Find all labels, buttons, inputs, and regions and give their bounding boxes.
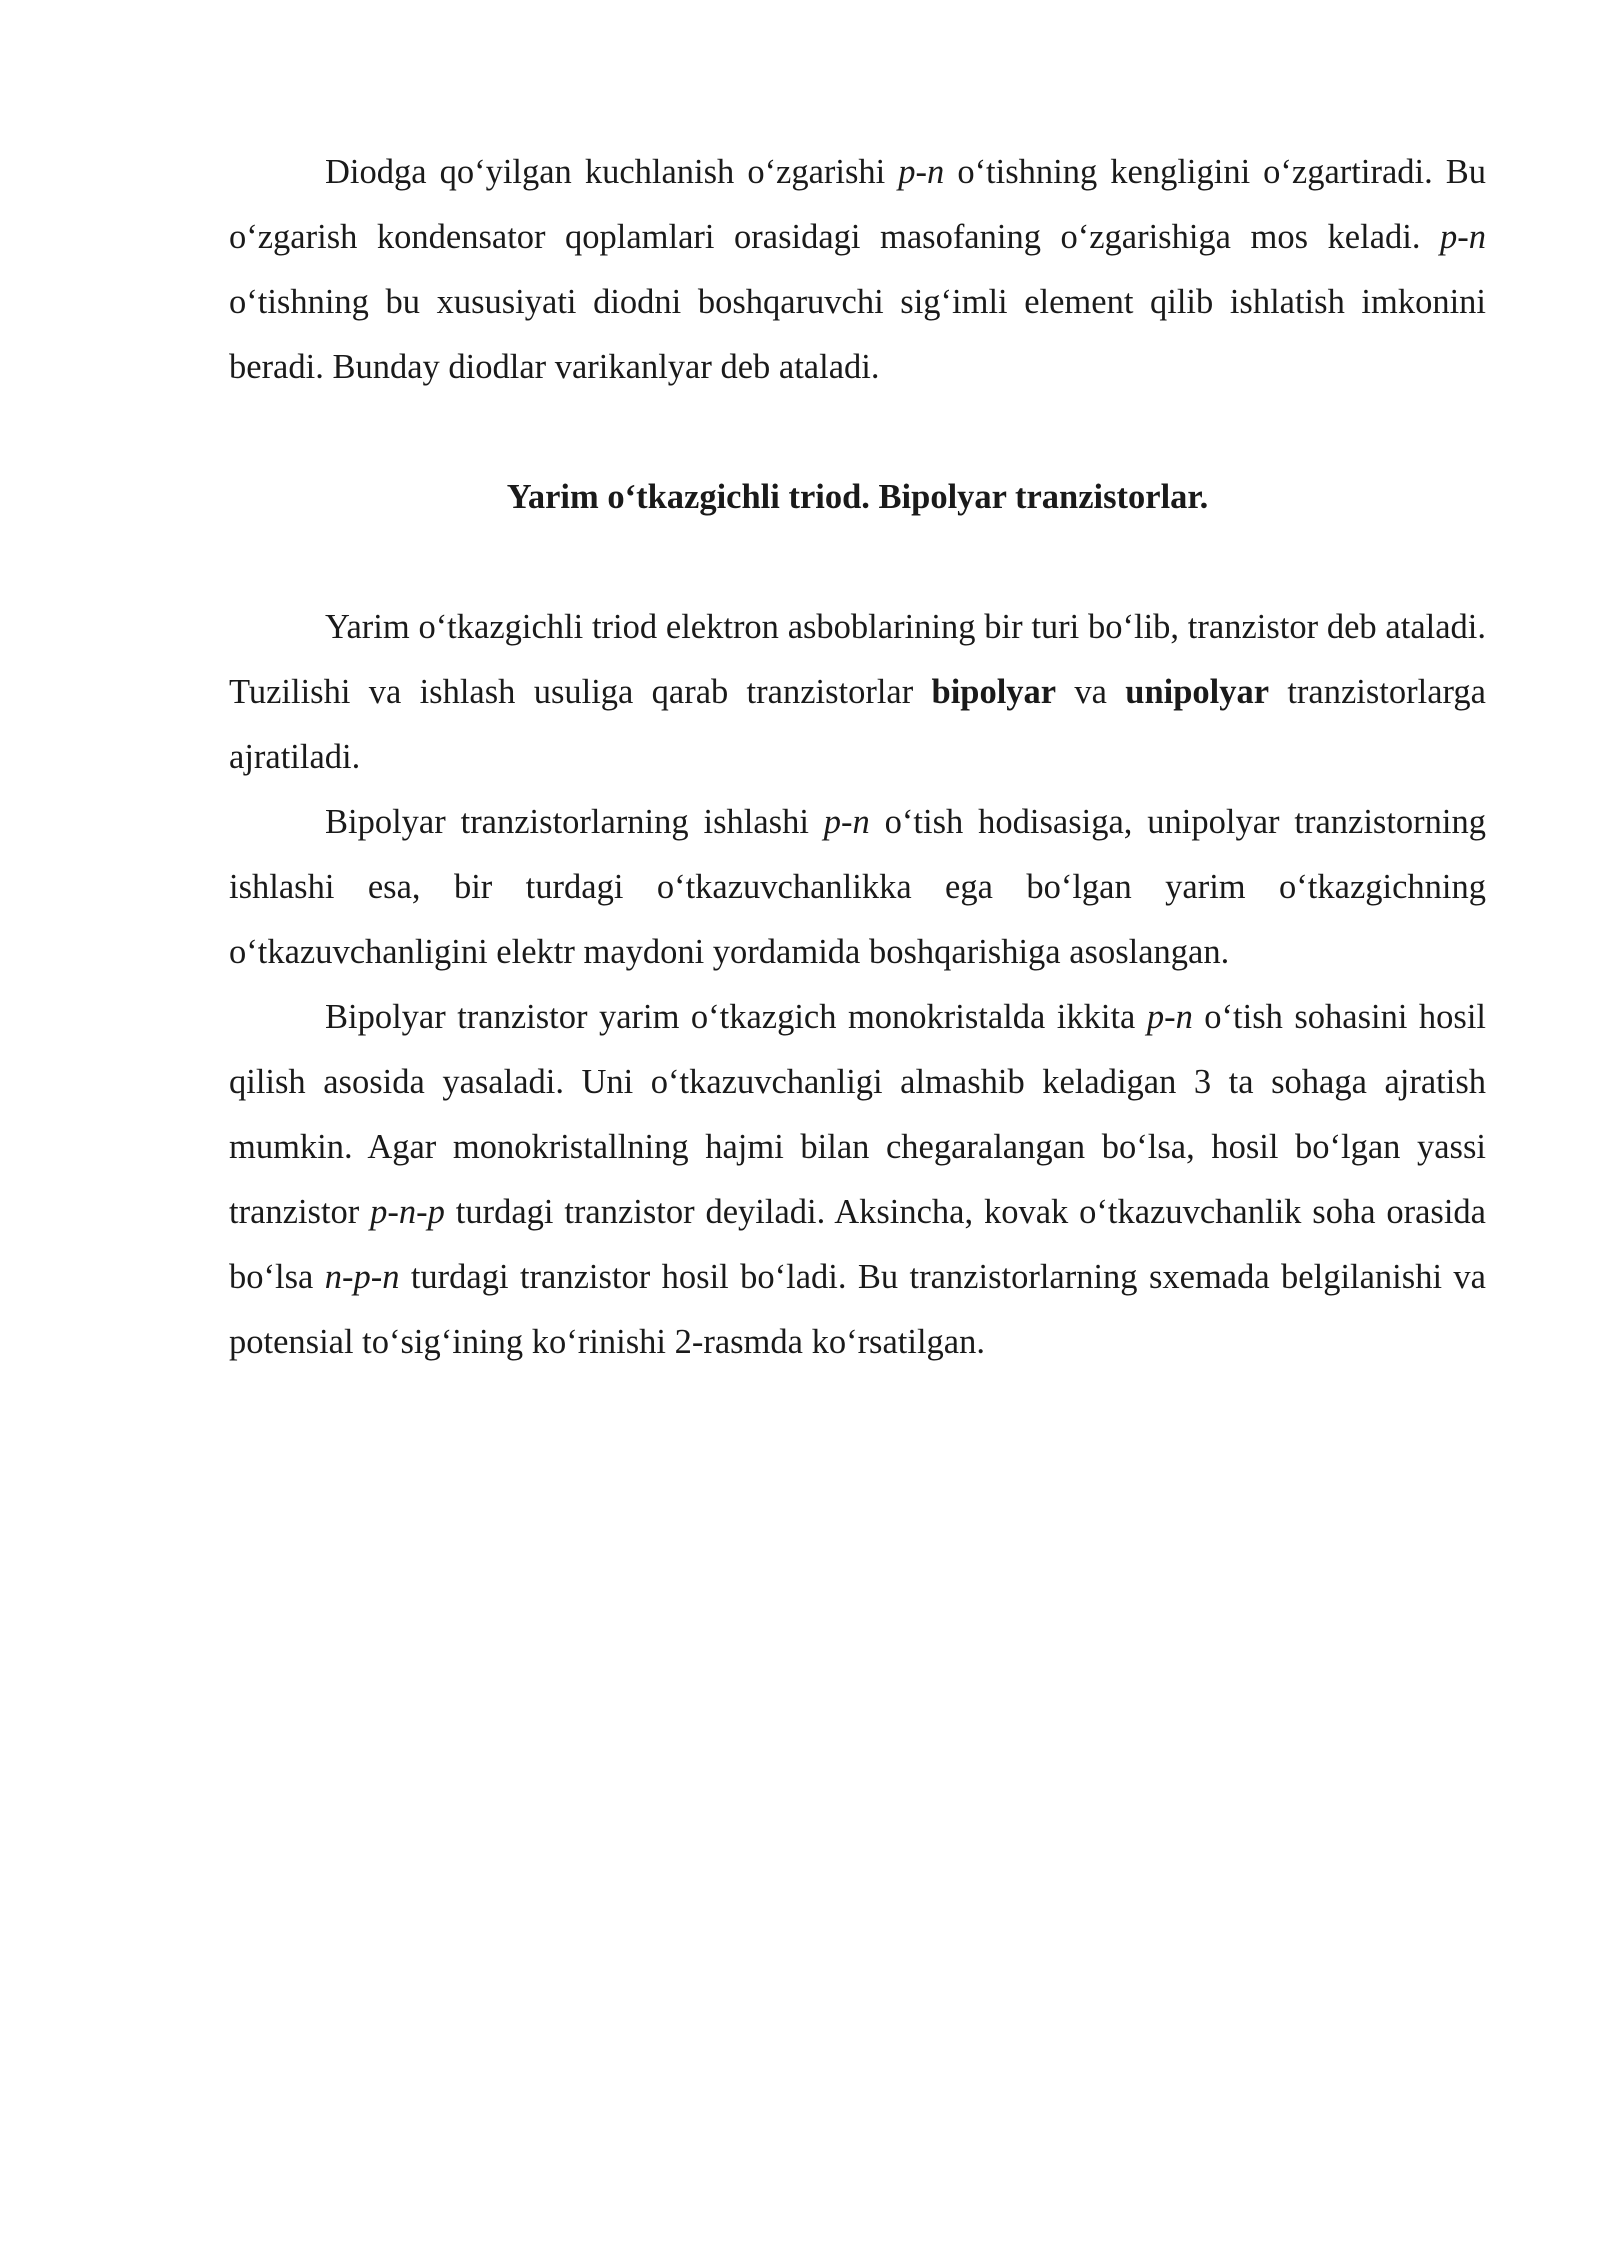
text-run: turdagi tranzistor hosil bo‘ladi. Bu tranzistorlarning sxemada belgilanishi va potensial to‘sig‘ining ko‘rinishi 2-rasmda ko‘rsatilgan. <box>229 1258 1486 1361</box>
document-body <box>229 140 1486 1375</box>
paragraph-triod-intro <box>229 595 1486 790</box>
italic-term-pn: p-n <box>898 153 945 191</box>
text-run: Yarim o‘tkazgichli triod elektron asboblarining bir turi bo‘lib, tranzistor deb ataladi. Tuzilishi va ishlash usuliga qarab tranzistorlar <box>229 608 1486 711</box>
text-run: o‘tishning bu xususiyati diodni boshqaruvchi sig‘imli element qilib ishlatish imkonini beradi. Bunday diodlar varikanlyar deb ataladi. <box>229 283 1486 386</box>
italic-term-pn: p-n <box>1440 218 1486 256</box>
italic-term-npn: n-p-n <box>324 1258 400 1296</box>
paragraph-operation <box>229 790 1486 985</box>
text-run: o‘tish sohasini hosil qilish asosida yasaladi. Uni o‘tkazuvchanligi almashib keladigan 3 ta sohaga ajratish mumkin. Agar monokristallning hajmi bilan chegaralangan bo‘lsa, hosil bo‘lgan yassi tranzistor <box>229 998 1486 1231</box>
text-run: va <box>1056 673 1126 711</box>
section-heading: Yarim o‘tkazgichli triod. Bipolyar tranzistorlar. <box>506 478 1209 516</box>
text-run: o‘tishning kengligini o‘zgartiradi. Bu o‘zgarish kondensator qoplamlari orasidagi masofaning o‘zgarishiga mos keladi. <box>229 153 1486 256</box>
paragraph-structure <box>229 985 1486 1375</box>
italic-term-pnp: p-n-p <box>370 1193 445 1231</box>
italic-term-pn: p-n <box>1146 998 1193 1036</box>
italic-term-pn: p-n <box>823 803 870 841</box>
text-run: turdagi tranzistor deyiladi. Aksincha, kovak o‘tkazuvchanlik soha orasida bo‘lsa <box>229 1193 1486 1296</box>
text-run: Bipolyar tranzistorlarning ishlashi <box>325 803 824 841</box>
text-run: Diodga qo‘yilgan kuchlanish o‘zgarishi <box>325 153 899 191</box>
text-run: o‘tish hodisasiga, unipolyar tranzistorning ishlashi esa, bir turdagi o‘tkazuvchanlikka ega bo‘lgan yarim o‘tkazgichning o‘tkazuvchanligini elektr maydoni yordamida boshqarishiga asoslangan. <box>229 803 1486 971</box>
text-run: Bipolyar tranzistor yarim o‘tkazgich monokristalda ikkita <box>325 998 1147 1036</box>
paragraph-varikap <box>229 140 1486 400</box>
bold-term-unipolyar: unipolyar <box>1125 673 1270 711</box>
text-run: tranzistorlarga ajratiladi. <box>229 673 1486 776</box>
bold-term-bipolyar: bipolyar <box>931 673 1057 711</box>
